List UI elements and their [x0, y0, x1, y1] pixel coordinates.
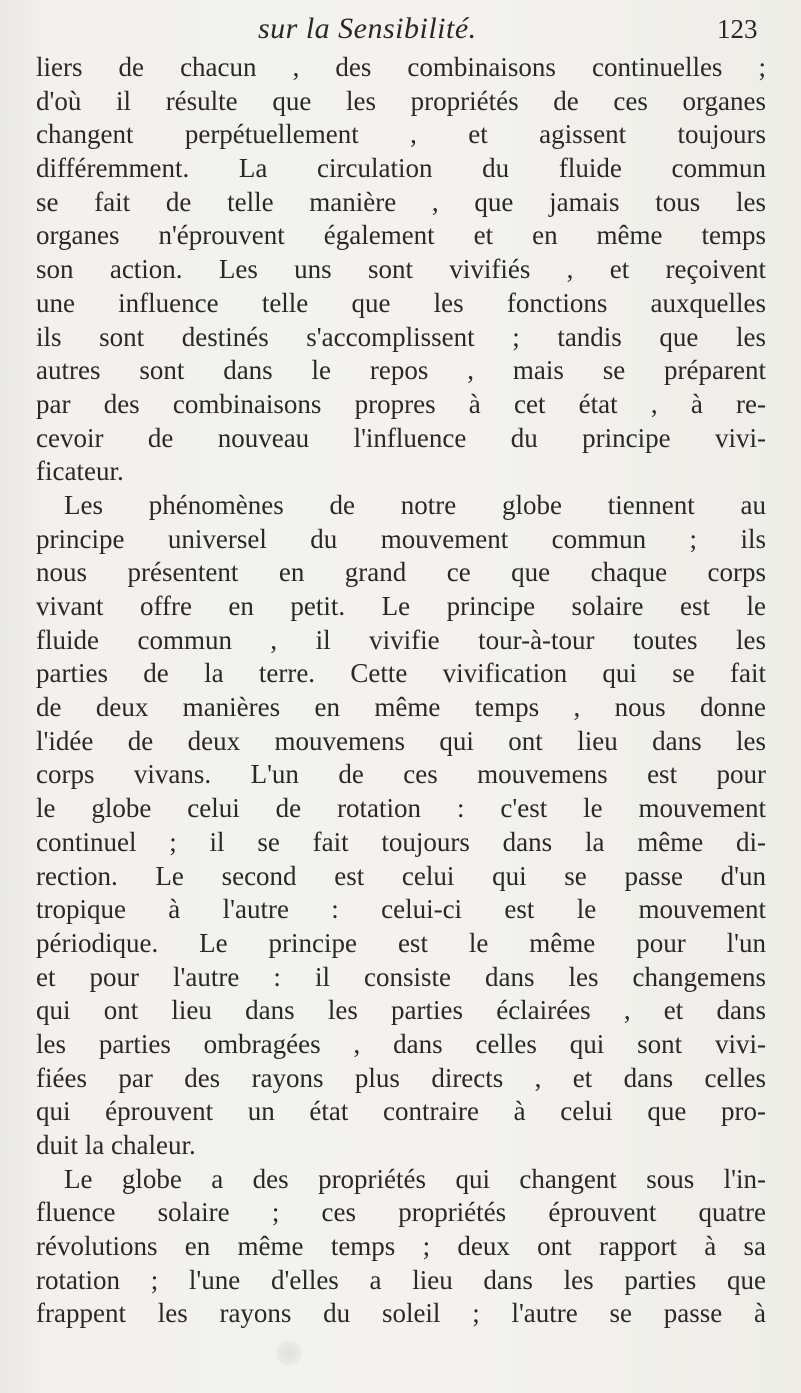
- text-line: et pour l'autre : il consiste dans les changemens: [36, 961, 766, 992]
- text-line: rection. Le second est celui qui se passe d'un: [36, 860, 766, 891]
- text-line: nous présentent en grand ce que chaque corps: [36, 557, 766, 588]
- text-line: changent perpétuellement , et agissent toujours: [36, 119, 766, 150]
- text-line: une influence telle que les fonctions auxquelles: [36, 287, 766, 318]
- text-line: organes n'éprouvent également et en même temps: [36, 220, 766, 251]
- text-line: corps vivans. L'un de ces mouvemens est pour: [36, 759, 766, 790]
- text-line: son action. Les uns sont vivifiés , et reçoivent: [36, 254, 766, 285]
- text-line: parties de la terre. Cette vivification qui se fait: [36, 658, 766, 689]
- paragraph-start-line: Les phénomènes de notre globe tiennent au: [64, 489, 766, 520]
- text-line: principe universel du mouvement commun ; ils: [36, 523, 766, 554]
- text-line: cevoir de nouveau l'influence du principe vivi-: [36, 422, 766, 453]
- running-head: [0, 12, 801, 52]
- ink-smudge: [276, 1340, 302, 1366]
- page-number: 123: [717, 14, 758, 44]
- text-line: continuel ; il se fait toujours dans la même di-: [36, 826, 766, 857]
- text-line: par des combinaisons propres à cet état , à re-: [36, 388, 766, 419]
- text-line: périodique. Le principe est le même pour l'un: [36, 927, 766, 958]
- text-line: liers de chacun , des combinaisons continuelles ;: [36, 52, 766, 82]
- text-line: vivant offre en petit. Le principe solaire est le: [36, 591, 766, 621]
- text-line: de deux manières en même temps , nous donne: [36, 692, 766, 723]
- text-line: l'idée de deux mouvemens qui ont lieu dans les: [36, 725, 766, 756]
- text-line: se fait de telle manière , que jamais tous les: [36, 186, 766, 217]
- text-line: qui éprouvent un état contraire à celui que pro-: [36, 1096, 766, 1127]
- text-line: ils sont destinés s'accomplissent ; tandis que les: [36, 321, 766, 352]
- body-text: [36, 51, 766, 1331]
- text-line: révolutions en même temps ; deux ont rapport à sa: [36, 1231, 766, 1262]
- text-line: frappent les rayons du soleil ; l'autre se passe à: [36, 1298, 766, 1329]
- text-line: tropique à l'autre : celui-ci est le mouvement: [36, 894, 766, 925]
- text-line: fiées par des rayons plus directs , et dans celles: [36, 1062, 766, 1093]
- text-line: d'où il résulte que les propriétés de ces organes: [36, 85, 766, 116]
- text-line: différemment. La circulation du fluide commun: [36, 153, 766, 184]
- text-line: qui ont lieu dans les parties éclairées , et dans: [36, 995, 766, 1026]
- text-line: fluence solaire ; ces propriétés éprouvent quatre: [36, 1197, 766, 1228]
- text-line: rotation ; l'une d'elles a lieu dans les parties que: [36, 1264, 766, 1295]
- text-line: autres sont dans le repos , mais se préparent: [36, 355, 766, 386]
- running-title: sur la Sensibilité.: [258, 12, 477, 45]
- text-line: le globe celui de rotation : c'est le mouvement: [36, 793, 766, 824]
- paragraph-start-line: Le globe a des propriétés qui changent sous l'in-: [64, 1163, 766, 1194]
- paragraph-end-line: ficateur.: [36, 456, 124, 487]
- text-line: les parties ombragées , dans celles qui sont vivi-: [36, 1028, 766, 1059]
- text-line: fluide commun , il vivifie tour-à-tour toutes les: [36, 624, 766, 655]
- paragraph-end-line: duit la chaleur.: [36, 1130, 196, 1160]
